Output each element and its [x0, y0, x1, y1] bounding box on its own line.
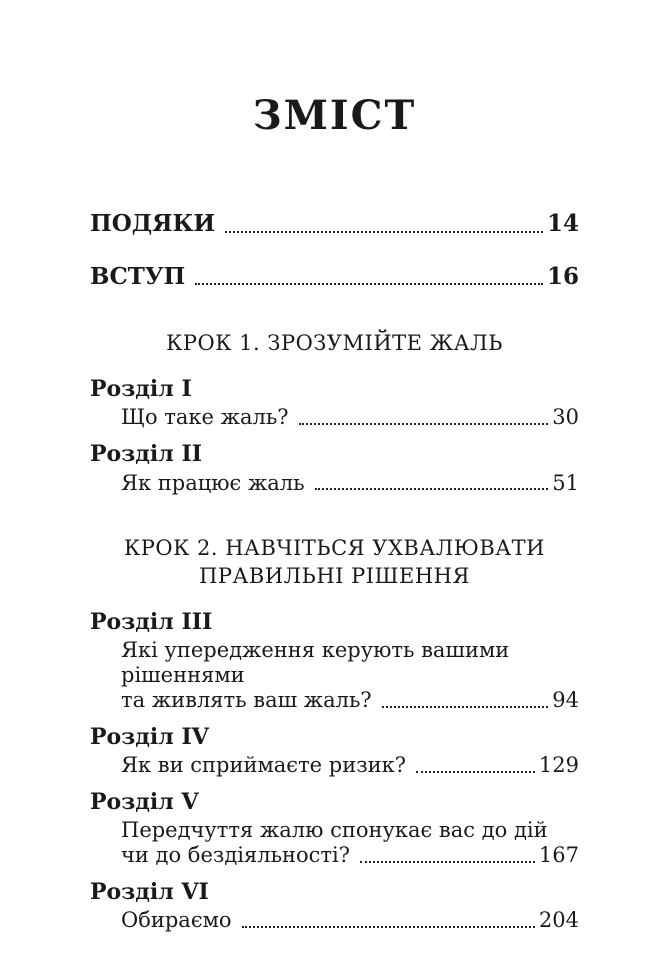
page-number: 204: [538, 908, 579, 933]
chapter-title-line: [90, 908, 579, 933]
entry-label: ПОДЯКИ: [90, 210, 216, 237]
section-heading: [90, 535, 579, 590]
chapter-title-text: Як працює жаль: [121, 470, 305, 495]
page-number: 16: [546, 262, 579, 290]
page-number: 30: [552, 405, 579, 430]
toc-section: [90, 330, 579, 495]
page-number: 167: [538, 843, 579, 868]
page-number: 14: [546, 210, 579, 237]
chapter-title-line: [90, 471, 579, 496]
chapter-label: Розділ IV: [90, 723, 209, 750]
chapter-entry: [90, 609, 579, 713]
section-heading: [90, 330, 579, 358]
dot-leader: [382, 706, 549, 708]
chapter-label: Розділ I: [90, 375, 192, 402]
chapter-title-text: чи до бездіяльності?: [121, 843, 350, 868]
chapter-title-line: Які упередження керують вашими рішеннями: [121, 638, 510, 688]
page-number: 51: [552, 470, 579, 495]
page-title: ЗМІСТ: [252, 92, 417, 139]
chapter-entry: [90, 376, 579, 430]
chapter-title-line: Передчуття жалю спонукає вас до дій: [121, 818, 548, 843]
chapter-title-line: [90, 843, 579, 868]
chapter-title-text: та живлять ваш жаль?: [121, 687, 372, 712]
section-heading-line: КРОК 2. НАВЧІТЬСЯ УХВАЛЮВАТИ: [124, 536, 545, 561]
dot-leader: [299, 423, 549, 425]
dot-leader: [416, 771, 535, 773]
dot-leader: [242, 926, 535, 928]
chapter-entry: [90, 789, 579, 868]
chapter-label: Розділ III: [90, 608, 213, 635]
dot-leader: [315, 488, 549, 490]
chapter-title-text: Що таке жаль?: [121, 405, 289, 430]
chapter-entry: [90, 879, 579, 933]
section-heading-line: ПРАВИЛЬНІ РІШЕННЯ: [199, 564, 470, 589]
chapter-label: Розділ V: [90, 788, 199, 815]
front-matter-entry: [90, 210, 579, 238]
dot-leader: [195, 283, 543, 285]
chapter-title-text: Обираємо: [121, 908, 232, 933]
chapter-title-line: [90, 405, 579, 430]
chapter-entry: [90, 441, 579, 495]
toc-section: [90, 535, 579, 933]
entry-label: ВСТУП: [90, 262, 186, 290]
chapter-title-line: [90, 753, 579, 778]
chapter-title-line: [90, 688, 579, 713]
page-number: 94: [552, 687, 579, 712]
page-number: 129: [538, 753, 579, 778]
dot-leader: [225, 231, 543, 233]
chapter-label: Розділ VI: [90, 878, 209, 905]
chapter-label: Розділ II: [90, 441, 203, 468]
chapter-entry: [90, 724, 579, 778]
dot-leader: [360, 861, 535, 863]
chapter-title-text: Як ви сприймаєте ризик?: [121, 753, 407, 778]
front-matter-entry: [90, 263, 579, 291]
section-heading-line: КРОК 1. ЗРОЗУМІЙТЕ ЖАЛЬ: [166, 331, 503, 356]
table-of-contents: [90, 210, 579, 933]
